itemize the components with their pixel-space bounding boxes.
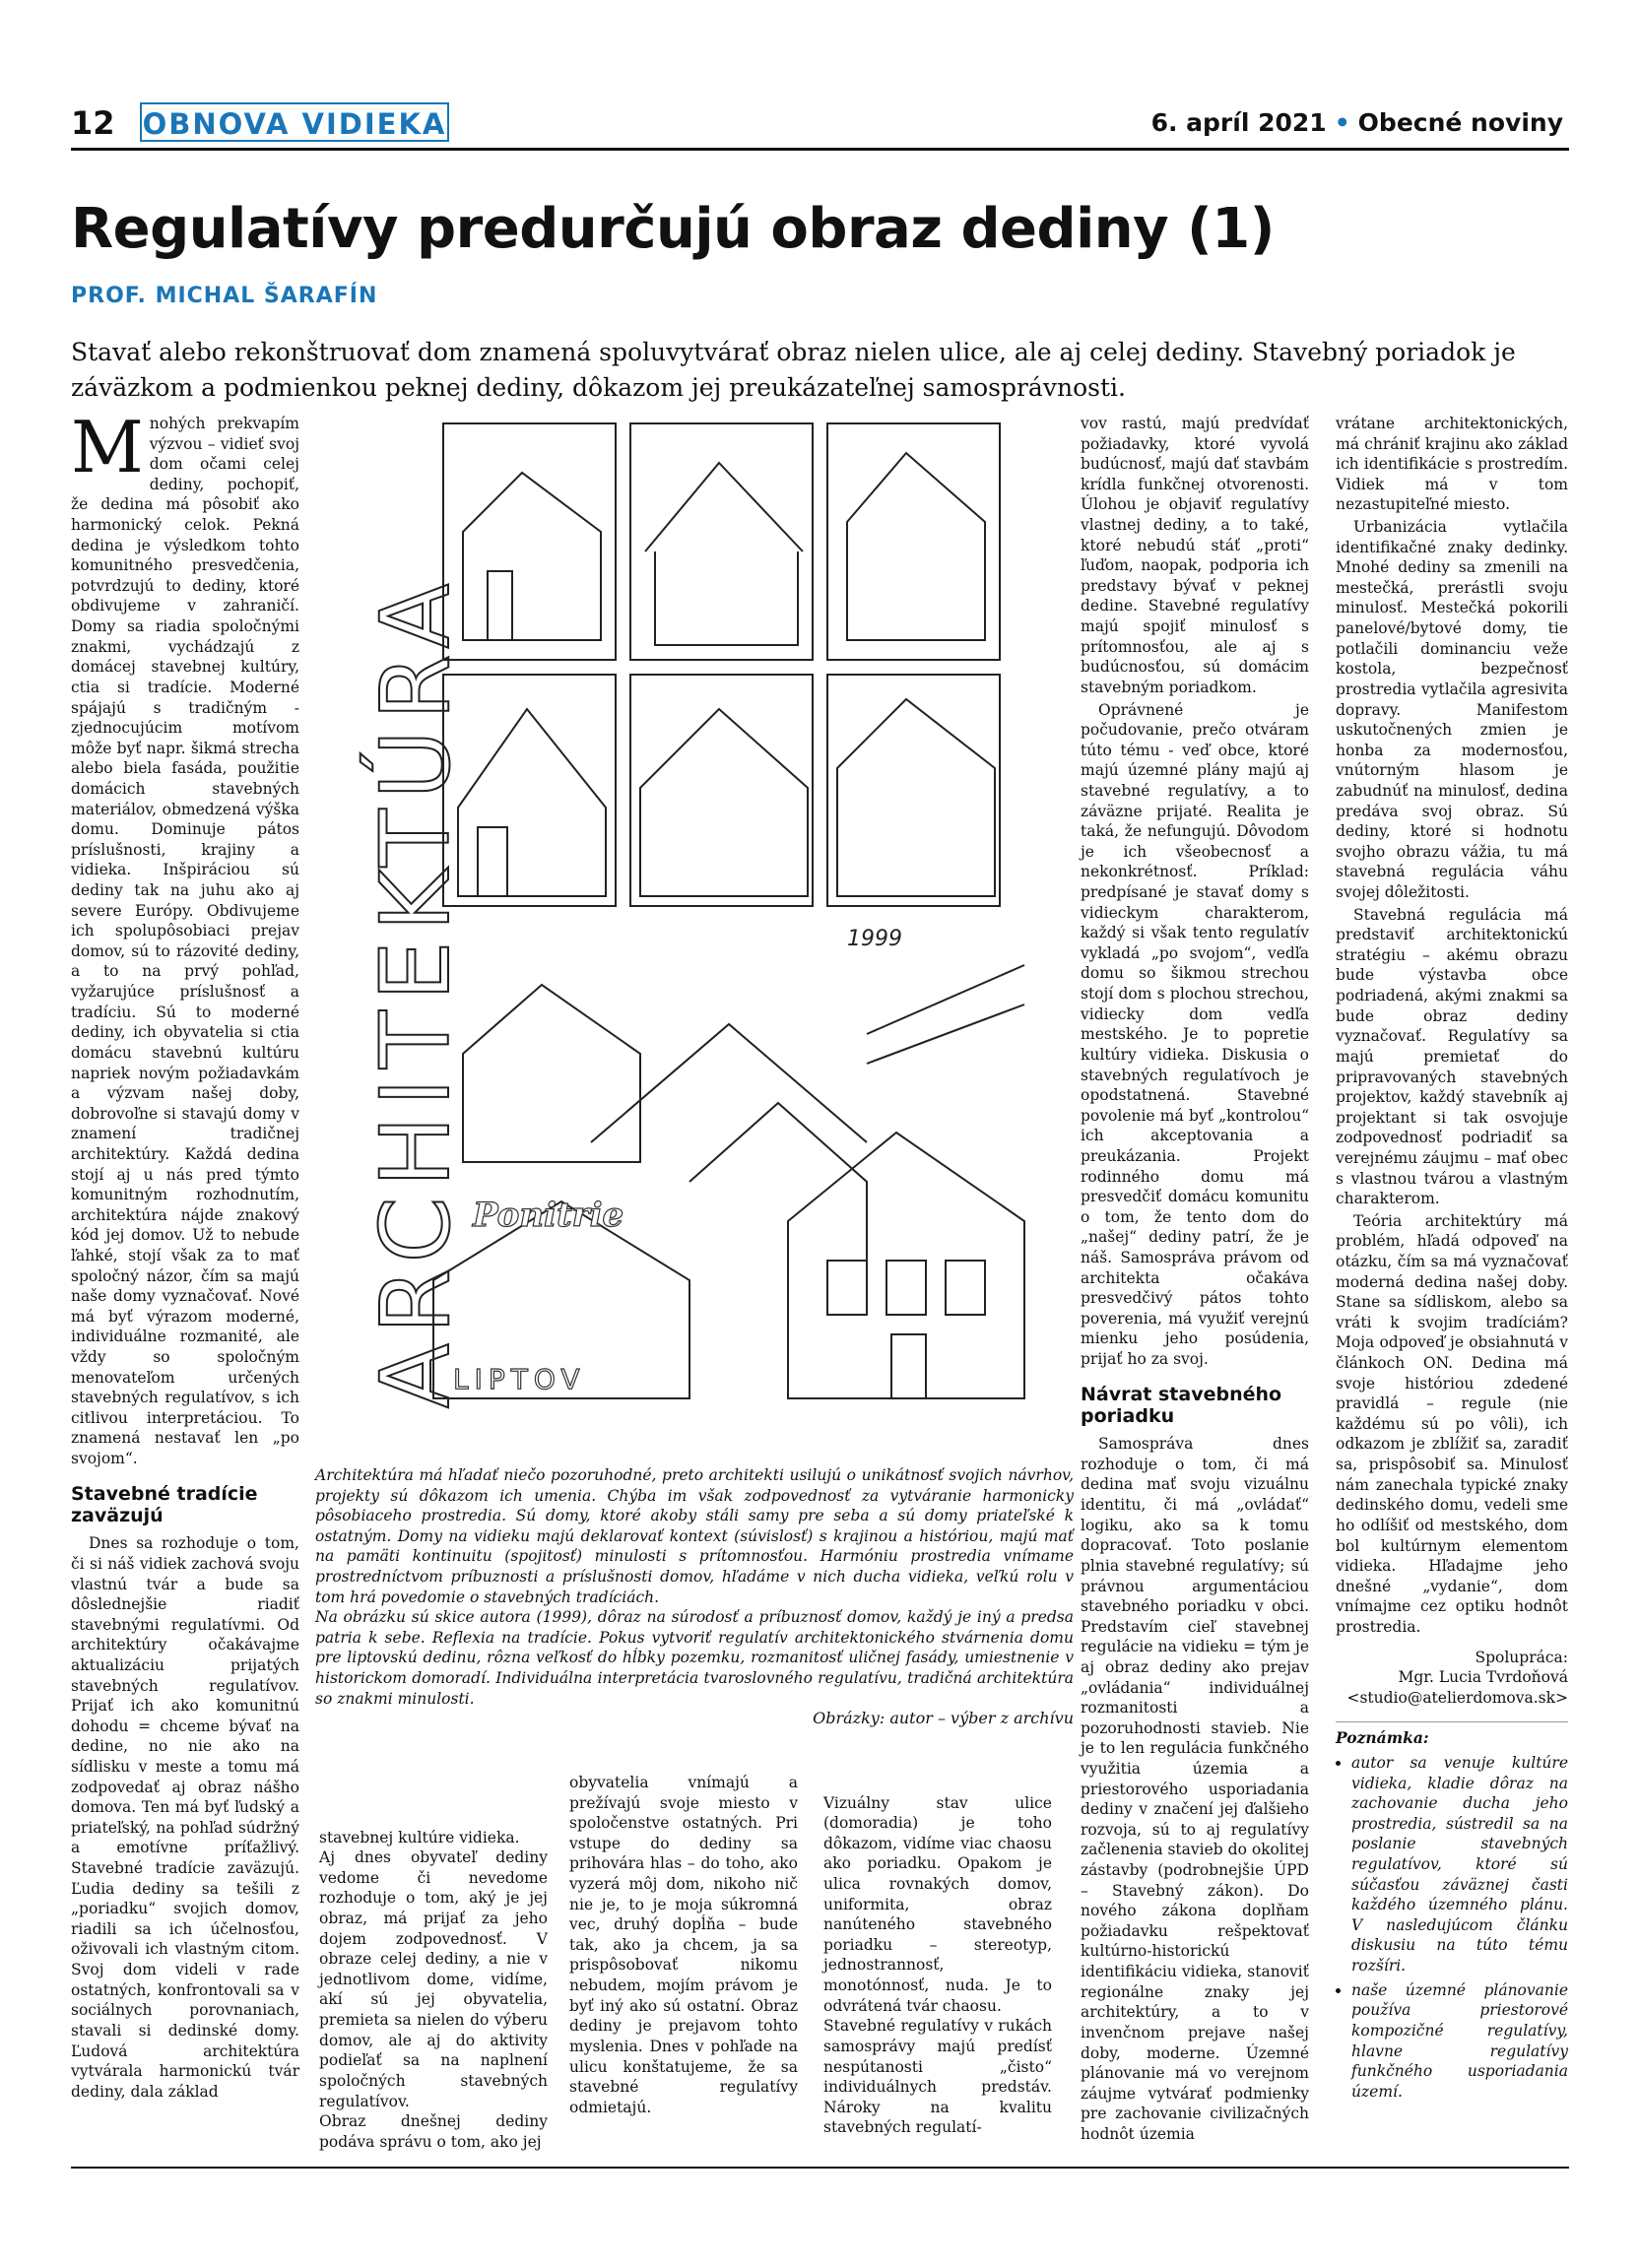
- notes-list: [1336, 1753, 1568, 2102]
- paragraph: Dnes sa rozhoduje o tom, či si náš vidiek zachová svoju vlastnú tvár a bude sa dôslednejšie riadiť stavebnými regulatívmi. Od architektúry očakávajme aktualizáciu prijatých stavebných regulatívov. Prijať ich ako komunitnú dohodu = chceme bývať na dedine, no nie ako na sídlisku v meste a tomu má zodpovedať aj obraz nášho domova. Ten má byť ľudský a priateľský, na pohľad súdržný a emotívne príťažlivý. Stavebné tradície zaväzujú. Ľudia dediny sa tešili z „poriadku“ svojich domov, riadili sa ich účelnosťou, oživovali ich vlastným citom. Svoj dom videli v rade ostatných, konfrontovali sa v sociálnych porovnaniach, stavali si dedinské domy. Ľudová architektúra vytvárala harmonickú tvár dediny, dala základ: [71, 1534, 299, 2101]
- footer-rule: [71, 2167, 1569, 2169]
- vertical-architecture-word: [340, 433, 488, 1418]
- issue-date: 6. apríl 2021: [1150, 108, 1327, 137]
- paragraph: Oprávnené je počudovanie, prečo otváram túto tému - veď obce, ktoré majú územné plány majú aj stavebné regulatívy, a to záväzne prijaté. Realita je taká, že nefungujú. Dôvodom je ich všeobecnosť a nekonkrétnosť. Príklad: predpísané je stavať domy s vidieckym charakterom, každý si však tento regulatív vykladá „po svojom“, vedľa domu so šikmou strechou stojí dom s plochou strechou, vidiecky dom vedľa mestského. Je to popretie kultúry vidieka. Diskusia o stavebných regulatívoch je opodstatnená. Stavebné povolenie má byť „kontrolou“ ich akceptovania a preukázania. Projekt rodinného domu má presvedčiť domácu komunitu o tom, že tento dom do „našej“ dediny patrí, že je náš. Samospráva právom od architekta očakáva presvedčivý pátos tohto poverenia, má využiť verejnú mienku jeho posúdenia, prijať ho za svoj.: [1081, 700, 1309, 1369]
- column-3: [569, 1773, 798, 2119]
- paragraph: Stavebná regulácia má predstaviť architektonickú stratégiu – akému obrazu bude výstavba obce podriadená, akými znakmi sa bude obraz dediny vyznačovať. Regulatívy sa majú premietať do pripravovaných stavebných projektov, každý stavebník aj projektant si tak osvojuje zodpovednosť podriadiť sa verejnému záujmu – mať obec s vlastnou tvárou a vlastným charakterom.: [1336, 905, 1568, 1208]
- caption-paragraph: Architektúra má hľadať niečo pozoruhodné, preto architekti usilujú o unikátnosť svojich návrhov, projekty sú dôkazom ich umenia. Chýba im však zodpovednosť za vytváranie harmonicky pôsobiaceho prostredia. Sú domy, ktoré akoby stáli samy pre seba a sú domy priateľské k ostatným. Domy na vidieku majú deklarovať kontext (súvislosť) s krajinou a históriou, majú mať na pamäti kontinuitu (spojitosť) minulosti s prítomnosťou. Harmóniu prostredia vnímame prostredníctvom príbuznosti a príslušnosti domov, hľadáme v nich ducha vidieka, veľkú rolu v tom hrá povedomie o stavebných tradíciách.: [315, 1466, 1074, 1606]
- column-4: [823, 1773, 1052, 2159]
- illustration-caption: [315, 1465, 1074, 1727]
- sketch-frame: [630, 423, 813, 660]
- cooperation-email[interactable]: <studio@atelierdomova.sk>: [1346, 1688, 1568, 1707]
- publication-name: Obecné noviny: [1357, 108, 1563, 137]
- paragraph: Vizuálny stav ulice (domoradia) je toho dôkazom, vidíme viac chaosu ako poriadku. Opakom je ulica rovnakých domov, uniformita, obraz nanúteného stavebného poriadku – stereotyp, jednostrannosť, monotónnosť, nuda. Je to odvrátená tvár chaosu. Stavebné regulatívy v rukách samosprávy majú predísť nespútanosti „čisto“ individuálnych predstáv. Nároky na kvalitu stavebných regulatí-: [823, 1793, 1052, 2137]
- note-item: • naše územné plánovanie používa priestorové kompozičné regulatívy, hlavne regulatívy funkčného usporiadania území.: [1351, 1980, 1568, 2103]
- page-number: 12: [71, 104, 115, 142]
- paragraph: Urbanizácia vytlačila identifikačné znaky dedinky. Mnohé dediny sa zmenili na mestečká, prerástli svoju minulosť. Mestečká pokorili panelové/bytové domy, tie potlačili dominanciu veže kostola, bezpečnosť prostredia vytlačila agresivita dopravy. Manifestom uskutočnených zmien je honba za modernosťou, vnútorným hlasom je zabudnúť na minulosť, dedina predáva svoj obraz. Sú dediny, ktoré si hodnotu svojho obrazu vážia, tu má stavebná regulácia váhu svojej dôležitosti.: [1336, 518, 1568, 902]
- paragraph: stavebnej kultúre vidieka. Aj dnes obyvateľ dediny vedome či nevedome rozhoduje o tom, aký je jej obraz, má prijať za jeho dojem zodpovednosť. V obraze celej dediny, a nie v jednotlivom dome, vidíme, akí sú jej obyvatelia, premieta sa nielen do výberu domov, ale aj do aktivity podieľať sa na naplnení spoločných stavebných regulatívov. Obraz dnešnej dediny podáva správu o tom, ako jej: [319, 1828, 548, 2151]
- paragraph: vov rastú, majú predvídať požiadavky, ktoré vyvolá budúcnosť, majú dať stavbám krídla funkčnej otvorenosti. Úlohou je objaviť regulatívy vlastnej dediny, a to také, ktoré nebudú stáť „proti“ ľuďom, naopak, podporia ich predstavy bývať v peknej dedine. Stavebné regulatívy majú spojiť minulosť s prítomnosťou, ale aj s budúcnosťou, sú domácim stavebným poriadkom.: [1081, 415, 1309, 696]
- notes-box: [1336, 1721, 1568, 2102]
- sketch-label-liptov: LIPTOV: [453, 1363, 586, 1395]
- header-rule: [71, 148, 1569, 151]
- image-credit: Obrázky: autor – výber z archívu: [813, 1709, 1074, 1728]
- cooperation-block: [1336, 1648, 1568, 1709]
- column-6: [1336, 414, 1568, 2106]
- section-label: OBNOVA VIDIEKA: [140, 102, 449, 142]
- sketch-frame: [630, 675, 813, 906]
- paragraph: Teória architektúry má problém, hľadá odpoveď na otázku, čím sa má vyznačovať moderná dedina našej doby. Stane sa sídliskom, alebo sa vráti k svojim tradíciám? Moja odpoveď je obsiahnutá v článkoch ON. Dedina má svoje históriou zdedené pravidlá – regule (nie každému sú po vôli), ich odkazom je zblížiť sa, zaradiť sa, prispôsobiť sa. Minulosť nám zanechala typické znaky dedinského domu, vedeli sme ho odlíšiť od mestského, dom bol kultúrnym elementom vidieka. Hľadajme jeho dnešné „vydanie“, dom vnímajme cez optiku hodnôt prostredia.: [1336, 1211, 1568, 1636]
- paragraph: [71, 406, 299, 1469]
- subheading: Návrat stavebného poriadku: [1081, 1383, 1282, 1428]
- column-5: [1081, 414, 1309, 2147]
- caption-paragraph: Na obrázku sú skice autora (1999), dôraz na súrodosť a príbuznosť domov, každý je iný a predsa patria k sebe. Reflexia na tradície. Pokus vytvoriť regulatív architektonického stvárnenia domu pre liptovskú dedinu, rôzna veľkosť do hĺbky pozemku, rozmanitosť uličnej fasády, umiestnenie v historickom domoradí. Individuálna interpretácia tvaroslovného regulatívu, tradičná architektúra so znakmi minulosti.: [315, 1608, 1074, 1708]
- article-lead: Stavať alebo rekonštruovať dom znamená spoluvytvárať obraz nielen ulice, ale aj celej dediny. Stavebný poriadok je záväzkom a podmienkou peknej dediny, dôkazom jej preukázateľnej samosprávnosti.: [71, 338, 1516, 403]
- notes-title: Poznámka:: [1336, 1728, 1429, 1748]
- sketch-frame: [827, 675, 1000, 906]
- article-title: Regulatívy predurčujú obraz dediny (1): [71, 197, 1275, 261]
- paragraph: Samospráva dnes rozhoduje o tom, či má dedina mať svoju vizuálnu identitu, či má „ovládať“ logiku, ako sa k tomu dopracovať. Toto poslanie plnia stavebné regulatívy; sú právnou argumentáciou stavebného poriadku v obci. Predstavím cieľ stavebnej regulácie na vidieku = tým je aj obraz dediny ako prejav „ovládania“ individuálnej rozmanitosti a pozoruhodnosti stavieb. Nie je to len regulácia funkčného využitia územia a priestorového usporiadania dediny v značení jej ďalšieho rozvoja, sú to aj regulatívy začlenenia stavieb do okolitej zástavby (podrobnejšie ÚPD – Stavebný zákon). Do nového zákona doplňam požiadavku rešpektovať kultúrno-historickú identifikáciu vidieka, stanoviť regionálne znaky jej architektúry, a to v invenčnom prejave našej doby, moderne. Územné plánovanie má vo verejnom záujme vytvárať podmienky pre zachovanie civilizačných hodnôt územia: [1081, 1435, 1310, 2143]
- cooperation-name: Mgr. Lucia Tvrdoňová: [1398, 1668, 1568, 1687]
- paragraph-text: nohých prekvapím výzvou – vidieť svoj dom očami celej dediny, pochopiť, že dedina má pôsobiť ako harmonický celok. Pekná dedina je výsledkom tohto komunitného presvedčenia, potvrdzujú to dediny, ktoré obdivujeme v zahraničí. Domy sa riadia spoločnými znakmi, vychádzajú z domácej stavebnej kultúry, ctia si tradície. Moderné spájajú s tradičným - zjednocujúcim motívom môže byť napr. šikmá strecha alebo biela fasáda, použitie domácich stavebných materiálov, obmedzená výška domu. Dominuje pátos príslušnosti, krajiny a vidieka. Inšpiráciou sú dediny tak na juhu ako aj severe Európy. Obdivujeme ich spolupôsobiaci prejav domov, sú to rázovité dediny, a to na prvý pohľad, vyžarujúce príslušnosť a tradíciu. Sú to moderné dediny, ich obyvatelia si ctia domácu stavebnú kultúru napriek novým požiadavkám a výzvam našej doby, dobrovoľne si stavajú domy v znamení tradičnej architektúry. Každá dedina stojí aj u nás pred týmto komunitným rozhodnutím, architektúra nájde znakový kód jej domov. Už to nebude ľahké, stojí však za to mať spoločný názor, čím sa majú naše domy vyznačovať. Nové má byť výrazom moderné, individuálne rozmanité, ale vždy so spoločným menovateľom určených stavebných regulatívov, s ich citlivou interpretáciou. To znamená nestavať len „po svojom“.: [71, 415, 299, 1468]
- note-item: • autor sa venuje kultúre vidieka, kladie dôraz na zachovanie ducha jeho prostredia, sústredil sa na poslanie stavebných regulatívov, ktoré sú súčasťou záväznej časti každého územného plánu. V nasledujúcom článku diskusiu na túto tému rozšíri.: [1351, 1753, 1568, 1976]
- drop-cap: M: [71, 406, 144, 488]
- separator-dot: •: [1334, 108, 1350, 137]
- sketch-label-ponitrie: Ponitrie: [473, 1196, 624, 1235]
- masthead-right: [1151, 108, 1563, 137]
- vertical-word-text: ARCHITEKTÚRA: [361, 573, 471, 1408]
- cooperation-label: Spolupráca:: [1475, 1648, 1568, 1666]
- article-author: PROF. MICHAL ŠARAFÍN: [71, 284, 378, 308]
- column-1: [71, 406, 299, 2104]
- sketch-signature: 1999: [847, 927, 902, 951]
- paragraph: obyvatelia vnímajú a prežívajú svoje miesto v spoločenstve ostatných. Pri vstupe do dediny sa prihovára hlas – do toho, ako vyzerá môj dom, nikoho nič nie je, to je moja súkromná vec, druhý dopĺňa – bude tak, ako ja chcem, ja sa prispôsobovať nikomu nebudem, mojím právom je byť iný ako sú ostatní. Obraz dediny je prejavom tohto myslenia. Dnes v pohľade na ulicu konštatujeme, že sa stavebné regulatívy odmietajú.: [569, 1774, 798, 2116]
- paragraph: vrátane architektonických, má chrániť krajinu ako základ ich identifikácie s prostredím. Vidiek má v tom nezastupiteľné miesto.: [1336, 415, 1568, 514]
- subheading: Stavebné tradície zaväzujú: [71, 1482, 258, 1527]
- column-2: [319, 1807, 548, 2172]
